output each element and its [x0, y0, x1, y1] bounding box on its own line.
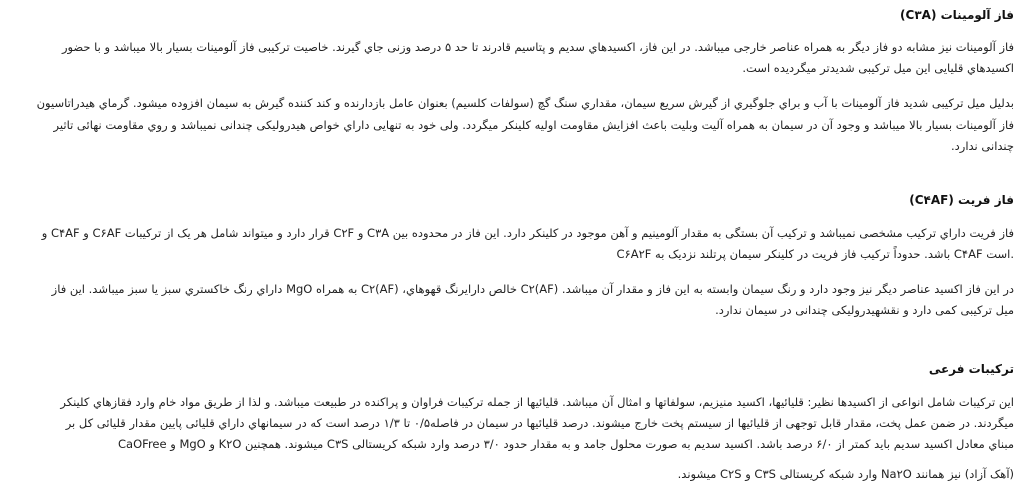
- paragraph-line: میل ترکیبی کمی دارد و نقشهیدرولیکی چندانی در سیمان ندارد.: [715, 303, 1014, 317]
- paragraph-line: فاز آلومینات بسیار بالا میباشد و وجود آن در سیمان به همراه آلیت وبلیت باعث افزایش مقاومت اولیه کلینکر میگردد. ولی خود به تنهایی داراي خواص هیدرولیکی چندانی نمیباشد و روي مقاومت نهائی تاثیر: [53, 118, 1014, 132]
- paragraph-line: فاز فریت داراي ترکیب مشخصی نمیباشد و ترکیب آن بستگی به مقدار آلومینیم و آهن موجود در کلینکر دارد. این فاز در محدوده بین C۳A و C۲F قرار دارد و میتواند شامل هر یک از ترکیبات C۶AF و C۴AF و: [41, 226, 1014, 240]
- paragraph-line: بدلیل میل ترکیبی شدید فاز آلومینات با آب و براي جلوگیري از گیرش سریع سیمان، مقداري سنگ گچ (سولفات کلسیم) بعنوان عامل بازدارنده و کند کننده گیرش به سیمان افزوده میشود. گرماي هیدراتاسیون: [36, 96, 1014, 110]
- paragraph-line: اکسیدهاي قلیایی این میل ترکیبی شدیدتر میگردیده است.: [742, 61, 1014, 75]
- section-heading-minor-compounds: تركيبات فرعی: [928, 362, 1014, 376]
- paragraph-line: این ترکیبات شامل انواعی از اکسیدها نظیر: قلیائیها، اکسید منیزیم، سولفاتها و امثال آن میباشد. قلیائیها از جمله ترکیبات فراوان و پراکنده در طبیعت میباشد. و لذا از طریق مواد خام وارد فقازهاي کلینکر: [60, 395, 1014, 409]
- section-heading-aluminate: فاز آلومينات (C۳A): [900, 8, 1014, 22]
- section-heading-ferrite: فاز فريت (C۴AF): [909, 193, 1014, 207]
- paragraph-line: در این فاز اکسید عناصر دیگر نیز وجود دارد و رنگ سیمان وابسته به این فاز و مقدار آن میباشد. C۲(AF) خالص دارایرنگ قهوهاي، C۲(AF) به همراه MgO داراي رنگ خاکستري سبز یا سبز میباشد. این فاز: [51, 282, 1014, 296]
- paragraph-line: C۶A۲F باشد. حدوداً ترکیب فاز فریت در کلینکر سیمان پرتلند نزدیک به C۴AF است.: [616, 247, 1014, 261]
- paragraph-line: مبناي معادل اکسید سدیم باید کمتر از ۶/۰ درصد باشد. اکسید سدیم به صورت محلول جامد و به مقدار حدود ۳/۰ درصد وارد شبکه کریستالی C۳S میشوند. همچنین K۲O و MgO و CaOFree: [118, 437, 1014, 451]
- paragraph-line: فاز آلومینات نیز مشابه دو فاز دیگر به همراه عناصر خارجی میباشد. در این فاز، اکسیدهاي سدیم و پتاسیم قادرند تا حد ۵ درصد وزنی جاي گیرند. خاصیت ترکیبی فاز آلومینات بسیار بالا میباشد و با حضور: [61, 40, 1014, 54]
- paragraph-line: میگردند. در ضمن عمل پخت، مقدار قابل توجهی از قلیائیها از سیستم پخت خارج میشوند. درصد قلیائیها در سیمان در فاصله۰/۵ تا ۱/۳ درصد است که در سیمانهاي داراي قلیائی پایین مقدار قلیائی کل بر: [65, 416, 1014, 430]
- paragraph-line: (آهک آزاد) نیز همانند Na۲O وارد شبکه کریستالی C۳S و C۲S میشوند.: [677, 467, 1014, 481]
- paragraph-line: چندانی ندارد.: [950, 139, 1014, 153]
